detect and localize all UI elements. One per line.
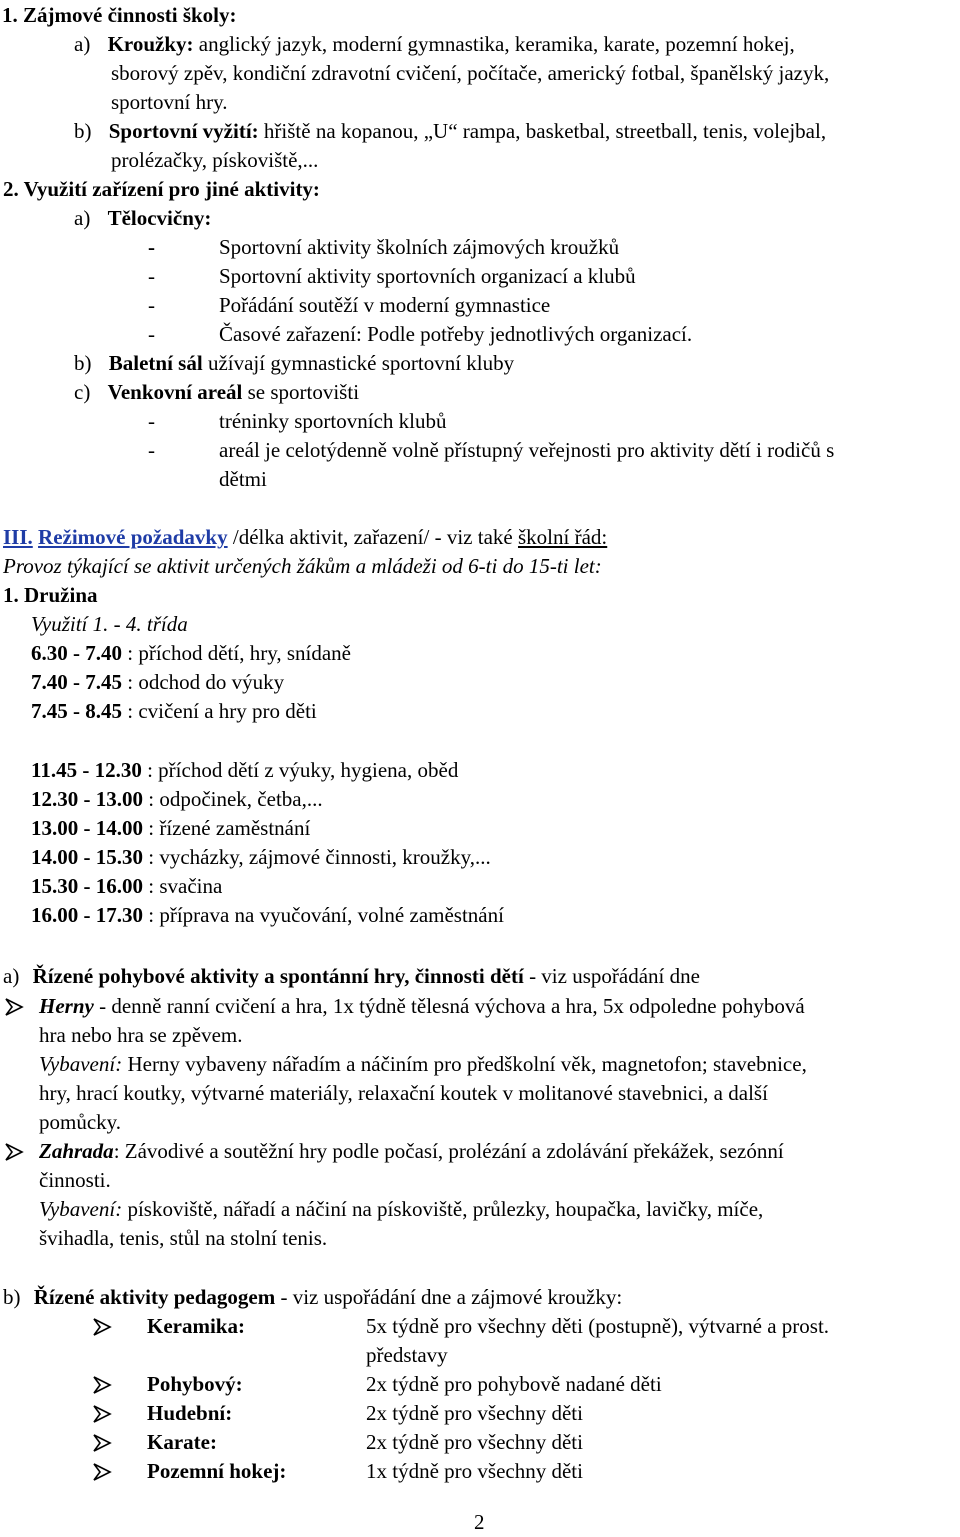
schedule-row xyxy=(31,843,491,872)
telocvicny-item: Pořádání soutěží v moderní gymnastice xyxy=(219,293,551,317)
section1-b-line1 xyxy=(74,117,826,146)
herny-label: Herny xyxy=(39,994,94,1018)
vybaveni-label: Vybavení: xyxy=(39,1052,123,1076)
section3-heading xyxy=(3,523,607,552)
activities-a-heading xyxy=(3,962,700,991)
activities-a-rest: - viz uspořádání dne xyxy=(523,964,700,988)
druzina-title: 1. Družina xyxy=(3,583,98,607)
section2-b-line xyxy=(74,349,514,378)
schedule-time: 16.00 - 17.30 xyxy=(31,903,143,927)
section3-num: III. xyxy=(3,525,33,549)
arrow-bullet-icon xyxy=(92,1462,112,1482)
dash: - xyxy=(148,438,155,462)
zahrada-vybaveni-line2: švihadla, tenis, stůl na stolní tenis. xyxy=(39,1226,328,1250)
herny-vybaveni-line1 xyxy=(39,1050,807,1079)
zahrada-vybaveni-line1 xyxy=(39,1195,763,1224)
vybaveni-text: pískoviště, nářadí a náčiní na pískoviště, průlezky, houpačka, lavičky, míče, xyxy=(122,1197,764,1221)
krouzek-name: Keramika: xyxy=(147,1314,245,1338)
krouzek-name: Pozemní hokej: xyxy=(147,1459,287,1483)
kruzky-text: anglický jazyk, moderní gymnastika, keramika, karate, pozemní hokej, xyxy=(193,32,795,56)
section2-a-line xyxy=(74,204,211,233)
herny-vybaveni-line2: hry, hrací koutky, výtvarné materiály, relaxační koutek v molitanové stavebnici, a další xyxy=(39,1081,768,1105)
krouzek-name: Pohybový: xyxy=(147,1372,243,1396)
zahrada-label: Zahrada xyxy=(39,1139,114,1163)
arrow-bullet-icon xyxy=(4,997,24,1017)
activities-a-label: Řízené pohybové aktivity a spontánní hry, činnosti dětí xyxy=(32,964,524,988)
section1-a-line3: sportovní hry. xyxy=(111,90,228,114)
telocvicny-item: Sportovní aktivity školních zájmových kroužků xyxy=(219,235,620,259)
schedule-time: 15.30 - 16.00 xyxy=(31,874,143,898)
kruzky-label: Kroužky: xyxy=(107,32,194,56)
schedule-row xyxy=(31,872,222,901)
arrow-bullet-icon xyxy=(92,1375,112,1395)
areal-item: areál je celotýdenně volně přístupný veřejnosti pro aktivity dětí i rodičů s xyxy=(219,438,835,462)
schedule-row xyxy=(31,756,458,785)
druzina-vyuziti: Využití 1. - 4. třída xyxy=(31,612,188,636)
section1-b-line2: prolézačky, pískoviště,... xyxy=(111,148,319,172)
sport-label: Sportovní vyžití: xyxy=(108,119,259,143)
zahrada-line2: činnosti. xyxy=(39,1168,111,1192)
schedule-text: : cvičení a hry pro děti xyxy=(122,699,317,723)
schedule-row xyxy=(31,901,504,930)
telocvicny-label: Tělocvičny: xyxy=(107,206,212,230)
skolni-rad-link[interactable]: školní řád: xyxy=(517,525,608,549)
section2-title: 2. Využití zařízení pro jiné aktivity: xyxy=(3,177,320,201)
venkovni-areal-text: se sportovišti xyxy=(242,380,360,404)
list-prefix: a) xyxy=(74,32,91,56)
schedule-time: 14.00 - 15.30 xyxy=(31,845,143,869)
krouzek-name: Hudební: xyxy=(147,1401,233,1425)
dash: - xyxy=(148,293,155,317)
baletni-sal-label: Baletní sál xyxy=(108,351,203,375)
list-prefix: b) xyxy=(3,1285,21,1309)
schedule-time: 11.45 - 12.30 xyxy=(31,758,142,782)
section2-c-line xyxy=(74,378,359,407)
arrow-bullet-icon xyxy=(92,1433,112,1453)
schedule-row xyxy=(31,814,310,843)
telocvicny-item: Sportovní aktivity sportovních organizací a klubů xyxy=(219,264,636,288)
activities-b-heading xyxy=(3,1283,622,1312)
section3-title: Režimové požadavky xyxy=(38,525,228,549)
krouzek-text: 2x týdně pro pohybově nadané děti xyxy=(366,1372,662,1396)
schedule-time: 7.40 - 7.45 xyxy=(31,670,122,694)
schedule-time: 7.45 - 8.45 xyxy=(31,699,122,723)
krouzek-text: 2x týdně pro všechny děti xyxy=(366,1430,583,1454)
herny-vybaveni-line3: pomůcky. xyxy=(39,1110,122,1134)
schedule-time: 12.30 - 13.00 xyxy=(31,787,143,811)
page-number: 2 xyxy=(474,1510,485,1534)
schedule-time: 6.30 - 7.40 xyxy=(31,641,122,665)
schedule-text: : příprava na vyučování, volné zaměstnání xyxy=(143,903,504,927)
arrow-bullet-icon xyxy=(92,1317,112,1337)
baletni-sal-text: užívají gymnastické sportovní kluby xyxy=(202,351,515,375)
section3-subtitle: Provoz týkající se aktivit určených žákům a mládeži od 6-ti do 15-ti let: xyxy=(3,554,602,578)
areal-item: tréninky sportovních klubů xyxy=(219,409,447,433)
schedule-text: : řízené zaměstnání xyxy=(143,816,311,840)
dash: - xyxy=(148,235,155,259)
telocvicny-item: Časové zařazení: Podle potřeby jednotlivých organizací. xyxy=(219,322,693,346)
schedule-text: : příchod dětí z výuky, hygiena, oběd xyxy=(141,758,459,782)
dash: - xyxy=(148,264,155,288)
dash: - xyxy=(148,322,155,346)
list-prefix: c) xyxy=(74,380,91,404)
schedule-row xyxy=(31,697,317,726)
section1-title: 1. Zájmové činnosti školy: xyxy=(2,3,237,27)
list-prefix: a) xyxy=(3,964,20,988)
activities-b-rest: - viz uspořádání dne a zájmové kroužky: xyxy=(275,1285,623,1309)
schedule-text: : odpočinek, četba,... xyxy=(143,787,323,811)
herny-text: - denně ranní cvičení a hra, 1x týdně tělesná výchova a hra, 5x odpoledne pohybová xyxy=(93,994,805,1018)
areal-item-cont: dětmi xyxy=(219,467,267,491)
arrow-bullet-icon xyxy=(92,1404,112,1424)
sport-text: hřiště na kopanou, „U“ rampa, basketbal, streetball, tenis, volejbal, xyxy=(258,119,827,143)
herny-line2: hra nebo hra se zpěvem. xyxy=(39,1023,243,1047)
dash: - xyxy=(148,409,155,433)
list-prefix: a) xyxy=(74,206,91,230)
krouzek-text: 1x týdně pro všechny děti xyxy=(366,1459,583,1483)
section1-a-line2: sborový zpěv, kondiční zdravotní cvičení, počítače, americký fotbal, španělský jazyk, xyxy=(111,61,830,85)
krouzek-text: 5x týdně pro všechny děti (postupně), výtvarné a prost. xyxy=(366,1314,830,1338)
krouzek-name: Karate: xyxy=(147,1430,217,1454)
section1-a-line1 xyxy=(74,30,795,59)
herny-line1 xyxy=(39,992,805,1021)
schedule-text: : vycházky, zájmové činnosti, kroužky,... xyxy=(143,845,491,869)
venkovni-areal-label: Venkovní areál xyxy=(107,380,243,404)
vybaveni-text: Herny vybaveny nářadím a náčiním pro předškolní věk, magnetofon; stavebnice, xyxy=(122,1052,807,1076)
arrow-bullet-icon xyxy=(4,1142,24,1162)
schedule-text: : svačina xyxy=(143,874,223,898)
section3-title-rest: /délka aktivit, zařazení/ - viz také xyxy=(227,525,518,549)
schedule-text: : příchod dětí, hry, snídaně xyxy=(122,641,352,665)
krouzek-text: 2x týdně pro všechny děti xyxy=(366,1401,583,1425)
schedule-time: 13.00 - 14.00 xyxy=(31,816,143,840)
activities-b-label: Řízené aktivity pedagogem xyxy=(33,1285,276,1309)
list-prefix: b) xyxy=(74,351,92,375)
schedule-row xyxy=(31,668,284,697)
zahrada-text: : Závodivé a soutěžní hry podle počasí, prolézání a zdolávání překážek, sezónní xyxy=(113,1139,784,1163)
list-prefix: b) xyxy=(74,119,92,143)
schedule-text: : odchod do výuky xyxy=(122,670,285,694)
zahrada-line1 xyxy=(39,1137,784,1166)
schedule-row xyxy=(31,785,323,814)
vybaveni-label: Vybavení: xyxy=(39,1197,123,1221)
schedule-row xyxy=(31,639,351,668)
krouzek-text-cont: představy xyxy=(366,1343,448,1367)
